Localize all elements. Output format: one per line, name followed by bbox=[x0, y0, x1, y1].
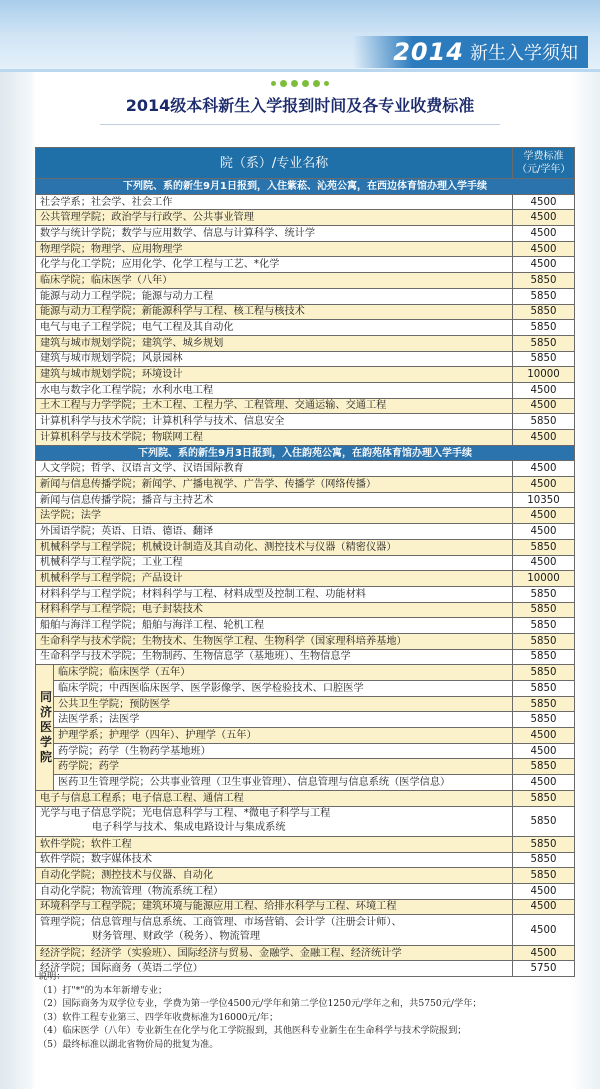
tuition-fee: 10000 bbox=[513, 367, 575, 383]
table-row bbox=[36, 696, 575, 712]
program-name: 化学与化工学院；应用化学、化学工程与工艺、*化学 bbox=[36, 257, 513, 273]
table-row bbox=[36, 836, 575, 852]
table-row bbox=[36, 304, 575, 320]
program-line-1: 管理学院；信息管理与信息系统、工商管理、市场营销、会计学（注册会计师）、 bbox=[40, 917, 402, 929]
table-row bbox=[36, 633, 575, 649]
table-row bbox=[36, 430, 575, 446]
tuition-fee: 5850 bbox=[513, 712, 575, 728]
table-row bbox=[36, 728, 575, 744]
table-row bbox=[36, 915, 575, 945]
tuition-fee: 5850 bbox=[513, 320, 575, 336]
table-row bbox=[36, 649, 575, 665]
tuition-fee: 4500 bbox=[513, 226, 575, 242]
program-name: 船舶与海洋工程学院；船舶与海洋工程、轮机工程 bbox=[36, 618, 513, 634]
program-name: 社会学系；社会学、社会工作 bbox=[36, 194, 513, 210]
note-line: （2）国际商务为双学位专业，学费为第一学位4500元/学年和第二学位1250元/学年之和，共5750元/学年； bbox=[38, 998, 482, 1010]
program-name: 能源与动力工程学院；能源与动力工程 bbox=[36, 288, 513, 304]
program-name: 医药卫生管理学院；公共事业管理（卫生事业管理）、信息管理与信息系统（医学信息） bbox=[54, 775, 513, 791]
tuition-fee: 5850 bbox=[513, 806, 575, 836]
table-row bbox=[36, 257, 575, 273]
table-row bbox=[36, 868, 575, 884]
program-name: 计算机科学与技术学院；计算机科学与技术、信息安全 bbox=[36, 414, 513, 430]
table-row bbox=[36, 414, 575, 430]
table-row bbox=[36, 241, 575, 257]
table-row bbox=[36, 194, 575, 210]
page-title: 2014级本科新生入学报到时间及各专业收费标准 bbox=[125, 96, 475, 115]
header-fee: 学费标准 （元/学年） bbox=[513, 148, 575, 179]
notes bbox=[38, 970, 578, 1052]
note-line: 说明： bbox=[38, 971, 66, 982]
program-name: 环境科学与工程学院；建筑环境与能源应用工程、给排水科学与工程、环境工程 bbox=[36, 899, 513, 915]
tuition-fee: 5850 bbox=[513, 852, 575, 868]
tuition-fee: 5850 bbox=[513, 681, 575, 697]
program-name: 建筑与城市规划学院；风景园林 bbox=[36, 351, 513, 367]
program-name: 数学与统计学院；数学与应用数学、信息与计算科学、统计学 bbox=[36, 226, 513, 242]
program-name: 建筑与城市规划学院；建筑学、城乡规划 bbox=[36, 335, 513, 351]
program-name: 药学院；药学 bbox=[54, 759, 513, 775]
tuition-fee: 4500 bbox=[513, 398, 575, 414]
table-row bbox=[36, 539, 575, 555]
program-name: 临床学院；临床医学（八年） bbox=[36, 273, 513, 289]
table-row bbox=[36, 351, 575, 367]
table-row bbox=[36, 508, 575, 524]
program-name: 电子与信息工程系；电子信息工程、通信工程 bbox=[36, 790, 513, 806]
table-row bbox=[36, 883, 575, 899]
table-row bbox=[36, 367, 575, 383]
tuition-fee: 5850 bbox=[513, 836, 575, 852]
section-header-row bbox=[36, 179, 575, 195]
tuition-fee: 4500 bbox=[513, 899, 575, 915]
program-name: 软件学院；软件工程 bbox=[36, 836, 513, 852]
fee-table bbox=[35, 147, 575, 977]
program-name: 机械科学与工程学院；机械设计制造及其自动化、测控技术与仪器（精密仪器） bbox=[36, 539, 513, 555]
table-row bbox=[36, 586, 575, 602]
tuition-fee: 4500 bbox=[513, 524, 575, 540]
tuition-fee: 5850 bbox=[513, 759, 575, 775]
table-row bbox=[36, 665, 575, 681]
program-name: 经济学院；国际商务（英语二学位） bbox=[36, 961, 513, 977]
tuition-fee: 4500 bbox=[513, 508, 575, 524]
tuition-fee: 5850 bbox=[513, 602, 575, 618]
program-name: 公共卫生学院；预防医学 bbox=[54, 696, 513, 712]
table-row bbox=[36, 492, 575, 508]
program-line-1: 光学与电子信息学院；光电信息科学与工程、*微电子科学与工程 bbox=[40, 808, 331, 820]
table-row bbox=[36, 382, 575, 398]
note-line: （3）软件工程专业第三、四学年收费标准为16000元/年； bbox=[38, 1011, 279, 1023]
tuition-fee: 5850 bbox=[513, 273, 575, 289]
tuition-fee: 4500 bbox=[513, 194, 575, 210]
program-name bbox=[36, 915, 513, 945]
tuition-fee: 4500 bbox=[513, 945, 575, 961]
tuition-fee: 4500 bbox=[513, 775, 575, 791]
tuition-fee: 4500 bbox=[513, 555, 575, 571]
brand-badge bbox=[353, 36, 588, 68]
table-row bbox=[36, 335, 575, 351]
program-name: 生命科学与技术学院；生物制药、生物信息学（基地班）、生物信息学 bbox=[36, 649, 513, 665]
tuition-fee: 5850 bbox=[513, 665, 575, 681]
table-row bbox=[36, 477, 575, 493]
tuition-fee: 5850 bbox=[513, 649, 575, 665]
tuition-fee: 5850 bbox=[513, 539, 575, 555]
table-row bbox=[36, 226, 575, 242]
section-header: 下列院、系的新生9月3日报到，入住韵苑公寓，在韵苑体育馆办理入学手续 bbox=[36, 445, 575, 461]
tuition-fee: 5850 bbox=[513, 414, 575, 430]
tuition-fee: 5850 bbox=[513, 696, 575, 712]
table-row bbox=[36, 743, 575, 759]
program-name: 护理学系；护理学（四年）、护理学（五年） bbox=[54, 728, 513, 744]
top-banner bbox=[0, 0, 600, 72]
table-row bbox=[36, 602, 575, 618]
section-header-row bbox=[36, 445, 575, 461]
table-row bbox=[36, 273, 575, 289]
table-row bbox=[36, 775, 575, 791]
tuition-fee: 5850 bbox=[513, 633, 575, 649]
program-name: 土木工程与力学学院；土木工程、工程力学、工程管理、交通运输、交通工程 bbox=[36, 398, 513, 414]
program-name: 电气与电子工程学院；电气工程及其自动化 bbox=[36, 320, 513, 336]
program-name: 机械科学与工程学院；产品设计 bbox=[36, 571, 513, 587]
program-line-2: 电子科学与技术、集成电路设计与集成系统 bbox=[92, 822, 286, 834]
table-row bbox=[36, 790, 575, 806]
table-row bbox=[36, 806, 575, 836]
tuition-fee: 10350 bbox=[513, 492, 575, 508]
tuition-fee: 5750 bbox=[513, 961, 575, 977]
table-row bbox=[36, 899, 575, 915]
program-line-2: 财务管理、财政学（税务）、物流管理 bbox=[92, 931, 261, 943]
program-name: 药学院；药学（生物药学基地班） bbox=[54, 743, 513, 759]
program-name: 法学院；法学 bbox=[36, 508, 513, 524]
program-name: 法医学系；法医学 bbox=[54, 712, 513, 728]
table-row bbox=[36, 759, 575, 775]
tuition-fee: 5850 bbox=[513, 335, 575, 351]
table-row bbox=[36, 320, 575, 336]
brand-year: 2014 bbox=[393, 38, 464, 66]
program-name: 外国语学院；英语、日语、德语、翻译 bbox=[36, 524, 513, 540]
program-name: 新闻与信息传播学院；播音与主持艺术 bbox=[36, 492, 513, 508]
table-row bbox=[36, 571, 575, 587]
title-divider bbox=[100, 124, 500, 125]
tuition-fee: 4500 bbox=[513, 382, 575, 398]
tuition-fee: 4500 bbox=[513, 210, 575, 226]
table-row bbox=[36, 398, 575, 414]
program-name: 机械科学与工程学院；工业工程 bbox=[36, 555, 513, 571]
table-row bbox=[36, 852, 575, 868]
program-name: 临床学院；中西医临床医学、医学影像学、医学检验技术、口腔医学 bbox=[54, 681, 513, 697]
tuition-fee: 5850 bbox=[513, 790, 575, 806]
program-name: 材料科学与工程学院；电子封装技术 bbox=[36, 602, 513, 618]
table-row bbox=[36, 555, 575, 571]
header-program: 院（系）/专业名称 bbox=[36, 148, 513, 179]
program-name: 自动化学院；测控技术与仪器、自动化 bbox=[36, 868, 513, 884]
table-row bbox=[36, 461, 575, 477]
program-name: 材料科学与工程学院；材料科学与工程、材料成型及控制工程、功能材料 bbox=[36, 586, 513, 602]
tuition-fee: 5850 bbox=[513, 586, 575, 602]
table-row bbox=[36, 524, 575, 540]
program-name: 建筑与城市规划学院；环境设计 bbox=[36, 367, 513, 383]
table-row bbox=[36, 288, 575, 304]
fee-table-body bbox=[36, 179, 575, 977]
program-name: 水电与数字化工程学院；水利水电工程 bbox=[36, 382, 513, 398]
note-line: （5）最终标准以湖北省物价局的批复为准。 bbox=[38, 1038, 219, 1050]
tuition-fee: 4500 bbox=[513, 430, 575, 446]
tuition-fee: 5850 bbox=[513, 351, 575, 367]
table-row bbox=[36, 945, 575, 961]
tuition-fee: 10000 bbox=[513, 571, 575, 587]
decorative-dots bbox=[0, 80, 600, 87]
tuition-fee: 4500 bbox=[513, 728, 575, 744]
program-name: 能源与动力工程学院；新能源科学与工程、核工程与核技术 bbox=[36, 304, 513, 320]
tuition-fee: 5850 bbox=[513, 288, 575, 304]
program-name: 临床学院；临床医学（五年） bbox=[54, 665, 513, 681]
tuition-fee: 5850 bbox=[513, 304, 575, 320]
program-name: 生命科学与技术学院；生物技术、生物医学工程、生物科学（国家理科培养基地） bbox=[36, 633, 513, 649]
table-row bbox=[36, 210, 575, 226]
program-name bbox=[36, 806, 513, 836]
program-name: 软件学院；数字媒体技术 bbox=[36, 852, 513, 868]
tuition-fee: 4500 bbox=[513, 915, 575, 945]
tuition-fee: 4500 bbox=[513, 743, 575, 759]
tuition-fee: 4500 bbox=[513, 477, 575, 493]
program-name: 人文学院；哲学、汉语言文学、汉语国际教育 bbox=[36, 461, 513, 477]
tuition-fee: 4500 bbox=[513, 257, 575, 273]
program-name: 公共管理学院；政治学与行政学、公共事业管理 bbox=[36, 210, 513, 226]
table-row bbox=[36, 712, 575, 728]
note-line: （1）打"*"的为本年新增专业； bbox=[38, 984, 168, 996]
tuition-fee: 5850 bbox=[513, 868, 575, 884]
program-name: 新闻与信息传播学院；新闻学、广播电视学、广告学、传播学（网络传播） bbox=[36, 477, 513, 493]
section-header: 下列院、系的新生9月1日报到，入住紫菘、沁苑公寓，在西边体育馆办理入学手续 bbox=[36, 179, 575, 195]
brand-text: 新生入学须知 bbox=[470, 43, 578, 64]
tuition-fee: 4500 bbox=[513, 241, 575, 257]
tuition-fee: 5850 bbox=[513, 618, 575, 634]
program-name: 物理学院；物理学、应用物理学 bbox=[36, 241, 513, 257]
tuition-fee: 4500 bbox=[513, 883, 575, 899]
note-line: （4）临床医学（八年）专业新生在化学与化工学院报到，其他医科专业新生在生命科学与技术学院报到； bbox=[38, 1025, 467, 1037]
tuition-fee: 4500 bbox=[513, 461, 575, 477]
tongji-medical-college-label: 同 济 医 学 院 bbox=[36, 665, 54, 791]
table-row bbox=[36, 618, 575, 634]
program-name: 自动化学院；物流管理（物流系统工程） bbox=[36, 883, 513, 899]
program-name: 计算机科学与技术学院；物联网工程 bbox=[36, 430, 513, 446]
program-name: 经济学院；经济学（实验班）、国际经济与贸易、金融学、金融工程、经济统计学 bbox=[36, 945, 513, 961]
table-row bbox=[36, 681, 575, 697]
